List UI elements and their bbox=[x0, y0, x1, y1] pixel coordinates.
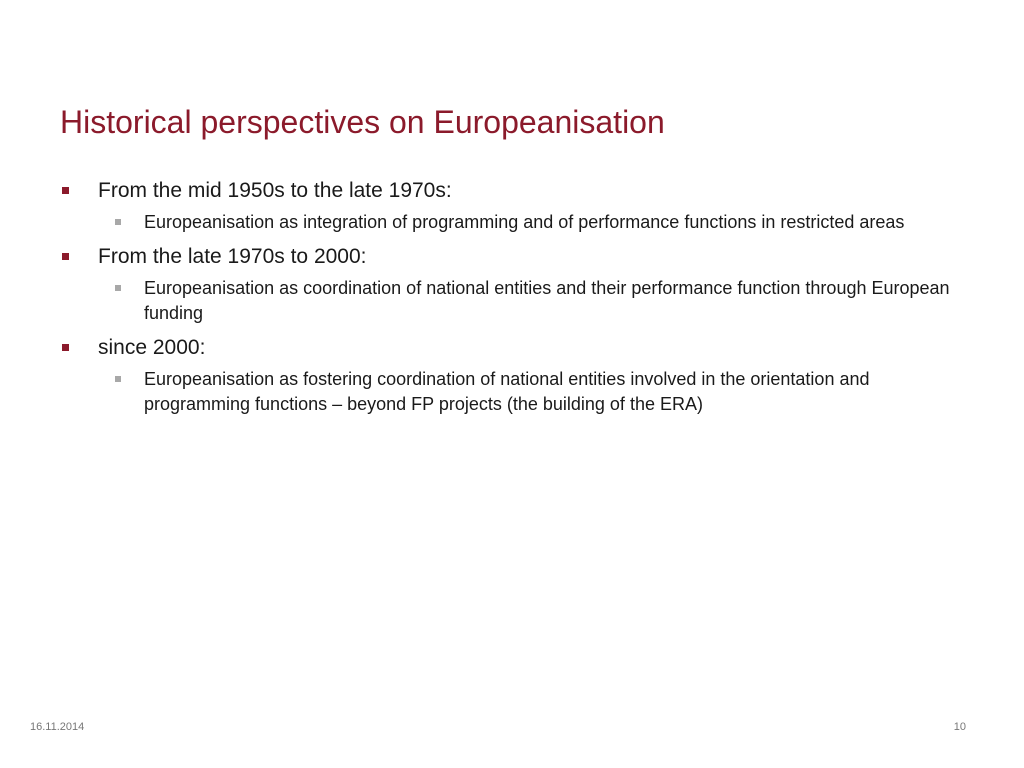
sub-list bbox=[98, 367, 960, 417]
sub-list-item bbox=[98, 210, 960, 235]
footer-date: 16.11.2014 bbox=[30, 721, 85, 733]
square-sub-bullet-icon bbox=[115, 219, 121, 225]
list-item bbox=[60, 176, 960, 235]
bullet-heading: From the late 1970s to 2000: bbox=[98, 245, 367, 268]
bullet-heading: From the mid 1950s to the late 1970s: bbox=[98, 179, 452, 202]
square-bullet-icon bbox=[62, 187, 69, 194]
bullet-list bbox=[60, 176, 960, 424]
list-item bbox=[60, 242, 960, 326]
sub-list bbox=[98, 210, 960, 235]
sub-bullet-text: Europeanisation as coordination of national entities and their performance function through European funding bbox=[144, 278, 950, 323]
sub-bullet-text: Europeanisation as fostering coordination of national entities involved in the orientation and programming functions – beyond FP projects (the building of the ERA) bbox=[144, 369, 870, 414]
list-item bbox=[60, 333, 960, 417]
sub-bullet-text: Europeanisation as integration of programming and of performance functions in restricted areas bbox=[144, 212, 905, 232]
square-sub-bullet-icon bbox=[115, 376, 121, 382]
sub-list bbox=[98, 276, 960, 326]
page-number: 10 bbox=[953, 721, 966, 733]
square-sub-bullet-icon bbox=[115, 285, 121, 291]
bullet-heading: since 2000: bbox=[98, 336, 206, 359]
square-bullet-icon bbox=[62, 344, 69, 351]
sub-list-item bbox=[98, 367, 960, 417]
square-bullet-icon bbox=[62, 253, 69, 260]
sub-list-item bbox=[98, 276, 960, 326]
slide-title: Historical perspectives on Europeanisation bbox=[60, 104, 665, 140]
